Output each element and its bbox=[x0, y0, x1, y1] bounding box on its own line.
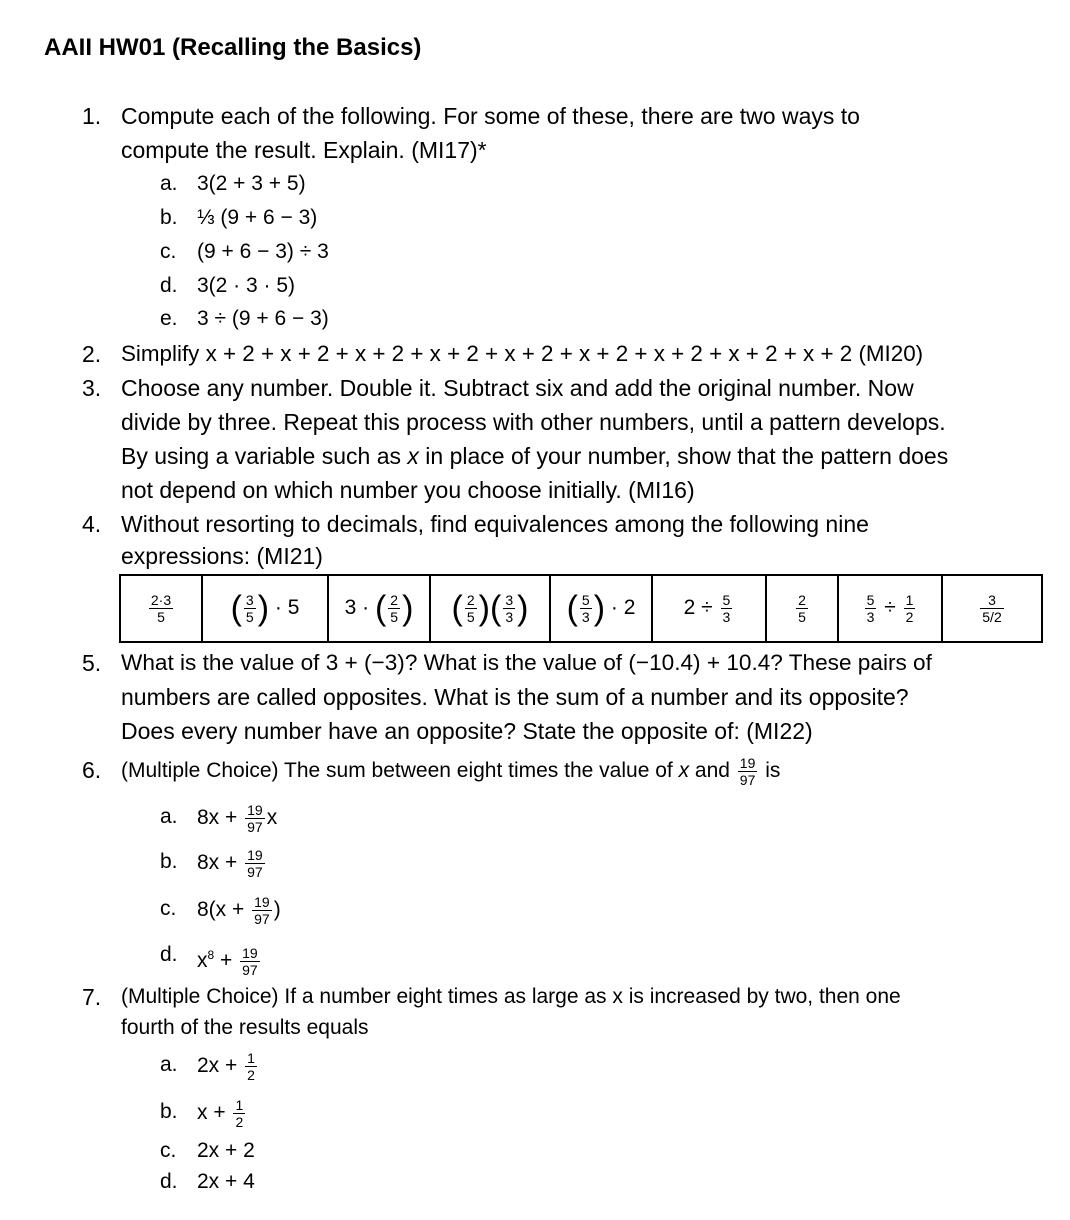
fraction: $\frac{19}{97}$ bbox=[242, 944, 258, 978]
text-run: is bbox=[759, 759, 781, 783]
fraction: $\frac{1}{2}$ bbox=[905, 592, 914, 625]
variable: x bbox=[678, 759, 690, 783]
fraction: $\frac{2\cdot 3}{5}$ bbox=[150, 592, 172, 625]
expression-cell: 2 ÷ $\frac{5}{3}$ bbox=[652, 575, 766, 642]
question-text bbox=[121, 441, 948, 471]
fraction: $\frac{19}{97}$ bbox=[247, 802, 263, 835]
text-run: (Multiple Choice) The sum between eight times the value of bbox=[121, 759, 679, 783]
question-number: 2. bbox=[82, 341, 102, 367]
question-number: 3. bbox=[82, 375, 102, 401]
choice-label: c. bbox=[160, 1139, 177, 1162]
text-run: in place of your number, show that the pattern does bbox=[418, 443, 949, 469]
question-text: (Multiple Choice) If a number eight times as large as x is increased by two, then one bbox=[121, 985, 901, 1008]
choice-d: $x^8$ + $\frac{19}{97}$ bbox=[197, 944, 258, 978]
question-text: Choose any number. Double it. Subtract six and add the original number. Now bbox=[121, 375, 914, 401]
item-text: 3(2 + 3 + 5) bbox=[197, 172, 306, 195]
choice-a: 2x + $\frac{1}{2}$ bbox=[197, 1050, 255, 1083]
choice-label: d. bbox=[160, 943, 178, 966]
fraction: $\frac{3}{3}$ bbox=[505, 592, 514, 625]
fraction: $\frac{3}{5}$ bbox=[245, 592, 254, 625]
fraction: $\frac{19}{97}$ bbox=[247, 847, 263, 880]
item-label: e. bbox=[160, 307, 178, 330]
choice-c: 2x + 2 bbox=[197, 1139, 255, 1162]
choice-label: a. bbox=[160, 1053, 178, 1076]
question-number: 1. bbox=[82, 103, 102, 129]
choice-label: c. bbox=[160, 897, 177, 920]
choice-a: 8x + $\frac{19}{97}$ x bbox=[197, 802, 278, 835]
expressions-table bbox=[119, 574, 1043, 643]
fraction: $\frac{2}{5}$ bbox=[466, 592, 475, 625]
choice-b: 8x + $\frac{19}{97}$ bbox=[197, 847, 263, 880]
choice-label: b. bbox=[160, 1100, 178, 1123]
item-label: a. bbox=[160, 172, 178, 195]
question-text: divide by three. Repeat this process with other numbers, until a pattern develops. bbox=[121, 409, 946, 435]
expression-cell: 3 · ( $\frac{2}{5}$ ) bbox=[328, 575, 430, 642]
expression-cell bbox=[766, 575, 838, 642]
expression-cell: ( $\frac{5}{3}$ ) · 2 bbox=[550, 575, 652, 642]
expression-cell: ( $\frac{3}{5}$ ) · 5 bbox=[202, 575, 328, 642]
question-text bbox=[121, 755, 780, 788]
fraction: $\frac{5}{3}$ bbox=[722, 592, 731, 625]
question-text: fourth of the results equals bbox=[121, 1016, 369, 1039]
item-label: c. bbox=[160, 240, 177, 263]
item-label: b. bbox=[160, 206, 178, 229]
item-text: 3(2 · 3 · 5) bbox=[197, 274, 296, 297]
question-text: Compute each of the following. For some of these, there are two ways to bbox=[121, 103, 860, 129]
choice-b: x + $\frac{1}{2}$ bbox=[197, 1097, 244, 1130]
question-text: What is the value of 3 + (−3)? What is the value of (−10.4) + 10.4? These pairs of bbox=[121, 650, 932, 675]
choice-c: 8(x + $\frac{19}{97}$ ) bbox=[197, 894, 281, 927]
text-run: By using a variable such as bbox=[121, 443, 408, 469]
fraction: $\frac{1}{2}$ bbox=[235, 1097, 244, 1130]
choice-label: a. bbox=[160, 805, 178, 828]
fraction: $\frac{19}{97}$ bbox=[254, 894, 270, 927]
text-run: and bbox=[689, 759, 730, 783]
question-number: 6. bbox=[82, 757, 102, 783]
item-text: 3 ÷ (9 + 6 − 3) bbox=[197, 307, 329, 330]
fraction: $\frac{19}{97}$ bbox=[739, 755, 756, 788]
question-text: Simplify x + 2 + x + 2 + x + 2 + x + 2 + x + 2 + x + 2 + x + 2 + x + 2 + x + 2 (MI20) bbox=[121, 341, 924, 366]
question-number: 4. bbox=[82, 511, 102, 537]
question-text: not depend on which number you choose initially. (MI16) bbox=[121, 477, 695, 503]
expression-cell: ( $\frac{2}{5}$ )( $\frac{3}{3}$ ) bbox=[430, 575, 550, 642]
fraction: $\frac{2}{5}$ bbox=[798, 592, 806, 625]
expression-cell: $\frac{5}{3}$ ÷ $\frac{1}{2}$ bbox=[838, 575, 942, 642]
question-text: expressions: (MI21) bbox=[121, 543, 323, 569]
choice-label: b. bbox=[160, 850, 178, 873]
fraction: $\frac{2}{5}$ bbox=[390, 592, 399, 625]
variable: x bbox=[407, 443, 419, 469]
question-text: Does every number have an opposite? State the opposite of: (MI22) bbox=[121, 718, 813, 744]
fraction: $\frac{1}{2}$ bbox=[247, 1050, 255, 1083]
choice-label: d. bbox=[160, 1170, 178, 1193]
fraction: $\frac{5}{3}$ bbox=[581, 592, 590, 625]
expression-cell bbox=[942, 575, 1042, 642]
question-text: Without resorting to decimals, find equivalences among the following nine bbox=[121, 511, 869, 537]
item-label: d. bbox=[160, 274, 178, 297]
choice-d: 2x + 4 bbox=[197, 1170, 255, 1193]
question-text: numbers are called opposites. What is the sum of a number and its opposite? bbox=[121, 684, 909, 710]
question-number: 5. bbox=[82, 650, 102, 676]
fraction: $\frac{5}{3}$ bbox=[866, 592, 875, 625]
page-title: AAII HW01 (Recalling the Basics) bbox=[44, 34, 422, 61]
item-text: ⅓ (9 + 6 − 3) bbox=[197, 206, 318, 229]
question-text: compute the result. Explain. (MI17)* bbox=[121, 137, 487, 163]
item-text: (9 + 6 − 3) ÷ 3 bbox=[197, 240, 329, 263]
expression-cell bbox=[120, 575, 202, 642]
question-number: 7. bbox=[82, 984, 102, 1010]
fraction: $\frac{3}{5/2}$ bbox=[982, 592, 1002, 625]
